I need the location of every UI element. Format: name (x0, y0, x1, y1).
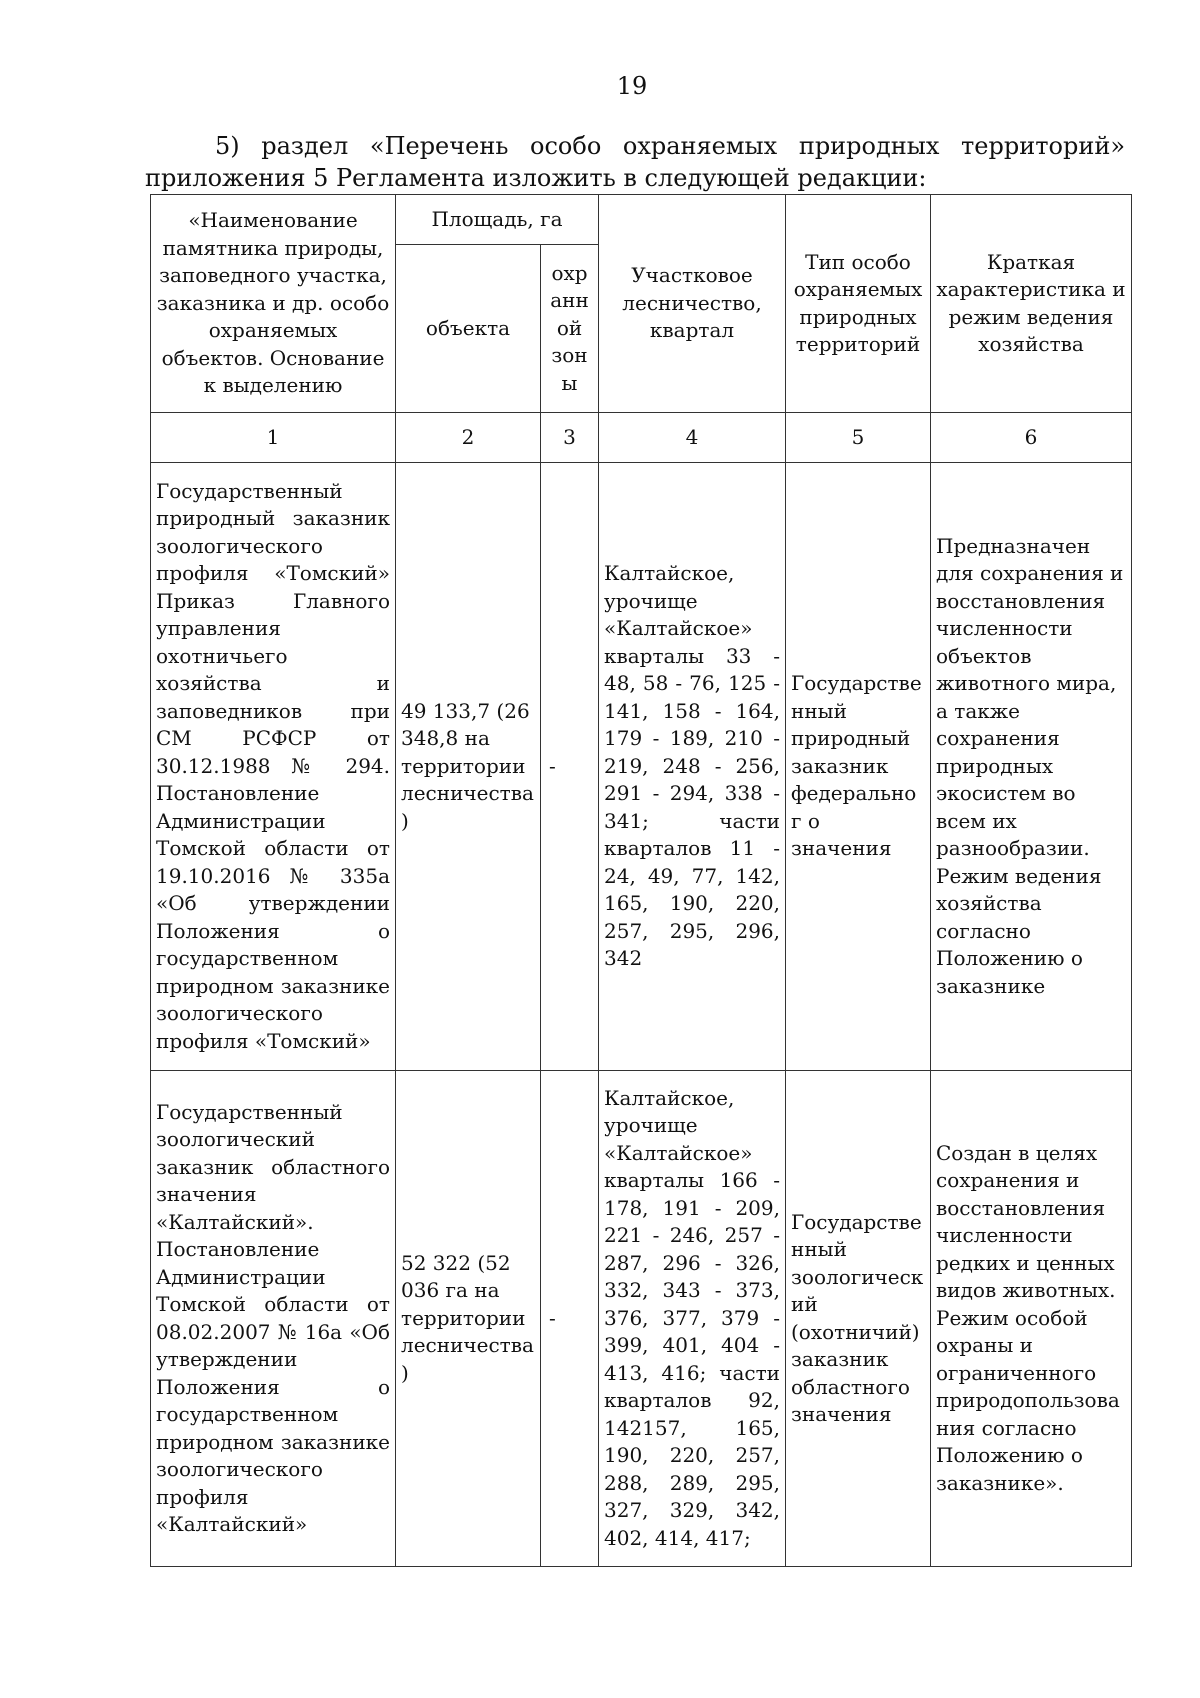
column-number: 3 (541, 413, 599, 463)
header-area-group: Площадь, га (396, 195, 599, 245)
column-number: 1 (151, 413, 396, 463)
header-name: «Наименование памятника природы, заповедного участка, заказника и др. особо охраняемых объектов. Основание к выделению (151, 195, 396, 413)
cell-description: Предназначен для сохранения и восстановления численности объектов животного мира, а также сохранения природных экосистем во всем их разнообразии. Режим ведения хозяйства согласно Положению о заказнике (931, 463, 1132, 1071)
cell-type: Государстве нный природный заказник федеральног о значения (786, 463, 931, 1071)
header-type: Тип особо охраняемых природных территорий (786, 195, 931, 413)
protected-areas-table (150, 194, 1132, 1567)
cell-area: 49 133,7 (26 348,8 на территории лесничества) (396, 463, 541, 1071)
table-row (151, 463, 1132, 1071)
header-area-object: объекта (396, 245, 541, 413)
cell-zone: - (541, 1071, 599, 1567)
table-row (151, 1071, 1132, 1567)
header-area-zone: охр анн ой зон ы (541, 245, 599, 413)
cell-forestry: Калтайское, урочище «Калтайское» кварталы 33 - 48, 58 - 76, 125 - 141, 158 - 164, 179 - 189, 210 - 219, 248 - 256, 291 - 294, 338 - 341; части кварталов 11 - 24, 49, 77, 142, 165, 190, 220, 257, 295, 296, 342 (599, 463, 786, 1071)
intro-paragraph (145, 130, 1125, 194)
intro-line-1: 5) раздел «Перечень особо охраняемых природных территорий» (215, 132, 1125, 160)
cell-name: Государственный зоологический заказник областного значения «Калтайский». Постановление Администрации Томской области от 08.02.2007 № 16а «Об утверждении Положения о государственном природном заказнике зоологического профиля «Калтайский» (151, 1071, 396, 1567)
column-number: 6 (931, 413, 1132, 463)
cell-name: Государственный природный заказник зоологического профиля «Томский» Приказ Главного управления охотничьего хозяйства и заповедников при СМ РСФСР от 30.12.1988 № 294. Постановление Администрации Томской области от 19.10.2016 № 335а «Об утверждении Положения о государственном природном заказнике зоологического профиля «Томский» (151, 463, 396, 1071)
column-number: 4 (599, 413, 786, 463)
cell-type: Государстве нный зоологическ ий (охотничий) заказник областного значения (786, 1071, 931, 1567)
page-number: 19 (616, 72, 648, 100)
cell-zone: - (541, 463, 599, 1071)
column-number: 2 (396, 413, 541, 463)
cell-forestry: Калтайское, урочище «Калтайское» кварталы 166 - 178, 191 - 209, 221 - 246, 257 - 287, 296 - 326, 332, 343 - 373, 376, 377, 379 - 399, 401, 404 - 413, 416; части кварталов 92, 142157, 165, 190, 220, 257, 288, 289, 295, 327, 329, 342, 402, 414, 417; (599, 1071, 786, 1567)
header-forestry: Участковое лесничество, квартал (599, 195, 786, 413)
column-number: 5 (786, 413, 931, 463)
cell-area: 52 322 (52 036 га на территории лесничества) (396, 1071, 541, 1567)
header-description: Краткая характеристика и режим ведения хозяйства (931, 195, 1132, 413)
cell-description: Создан в целях сохранения и восстановления численности редких и ценных видов животных. Режим особой охраны и ограниченного природопользова ния согласно Положению о заказнике». (931, 1071, 1132, 1567)
intro-line-2: приложения 5 Регламента изложить в следующей редакции: (145, 164, 927, 192)
